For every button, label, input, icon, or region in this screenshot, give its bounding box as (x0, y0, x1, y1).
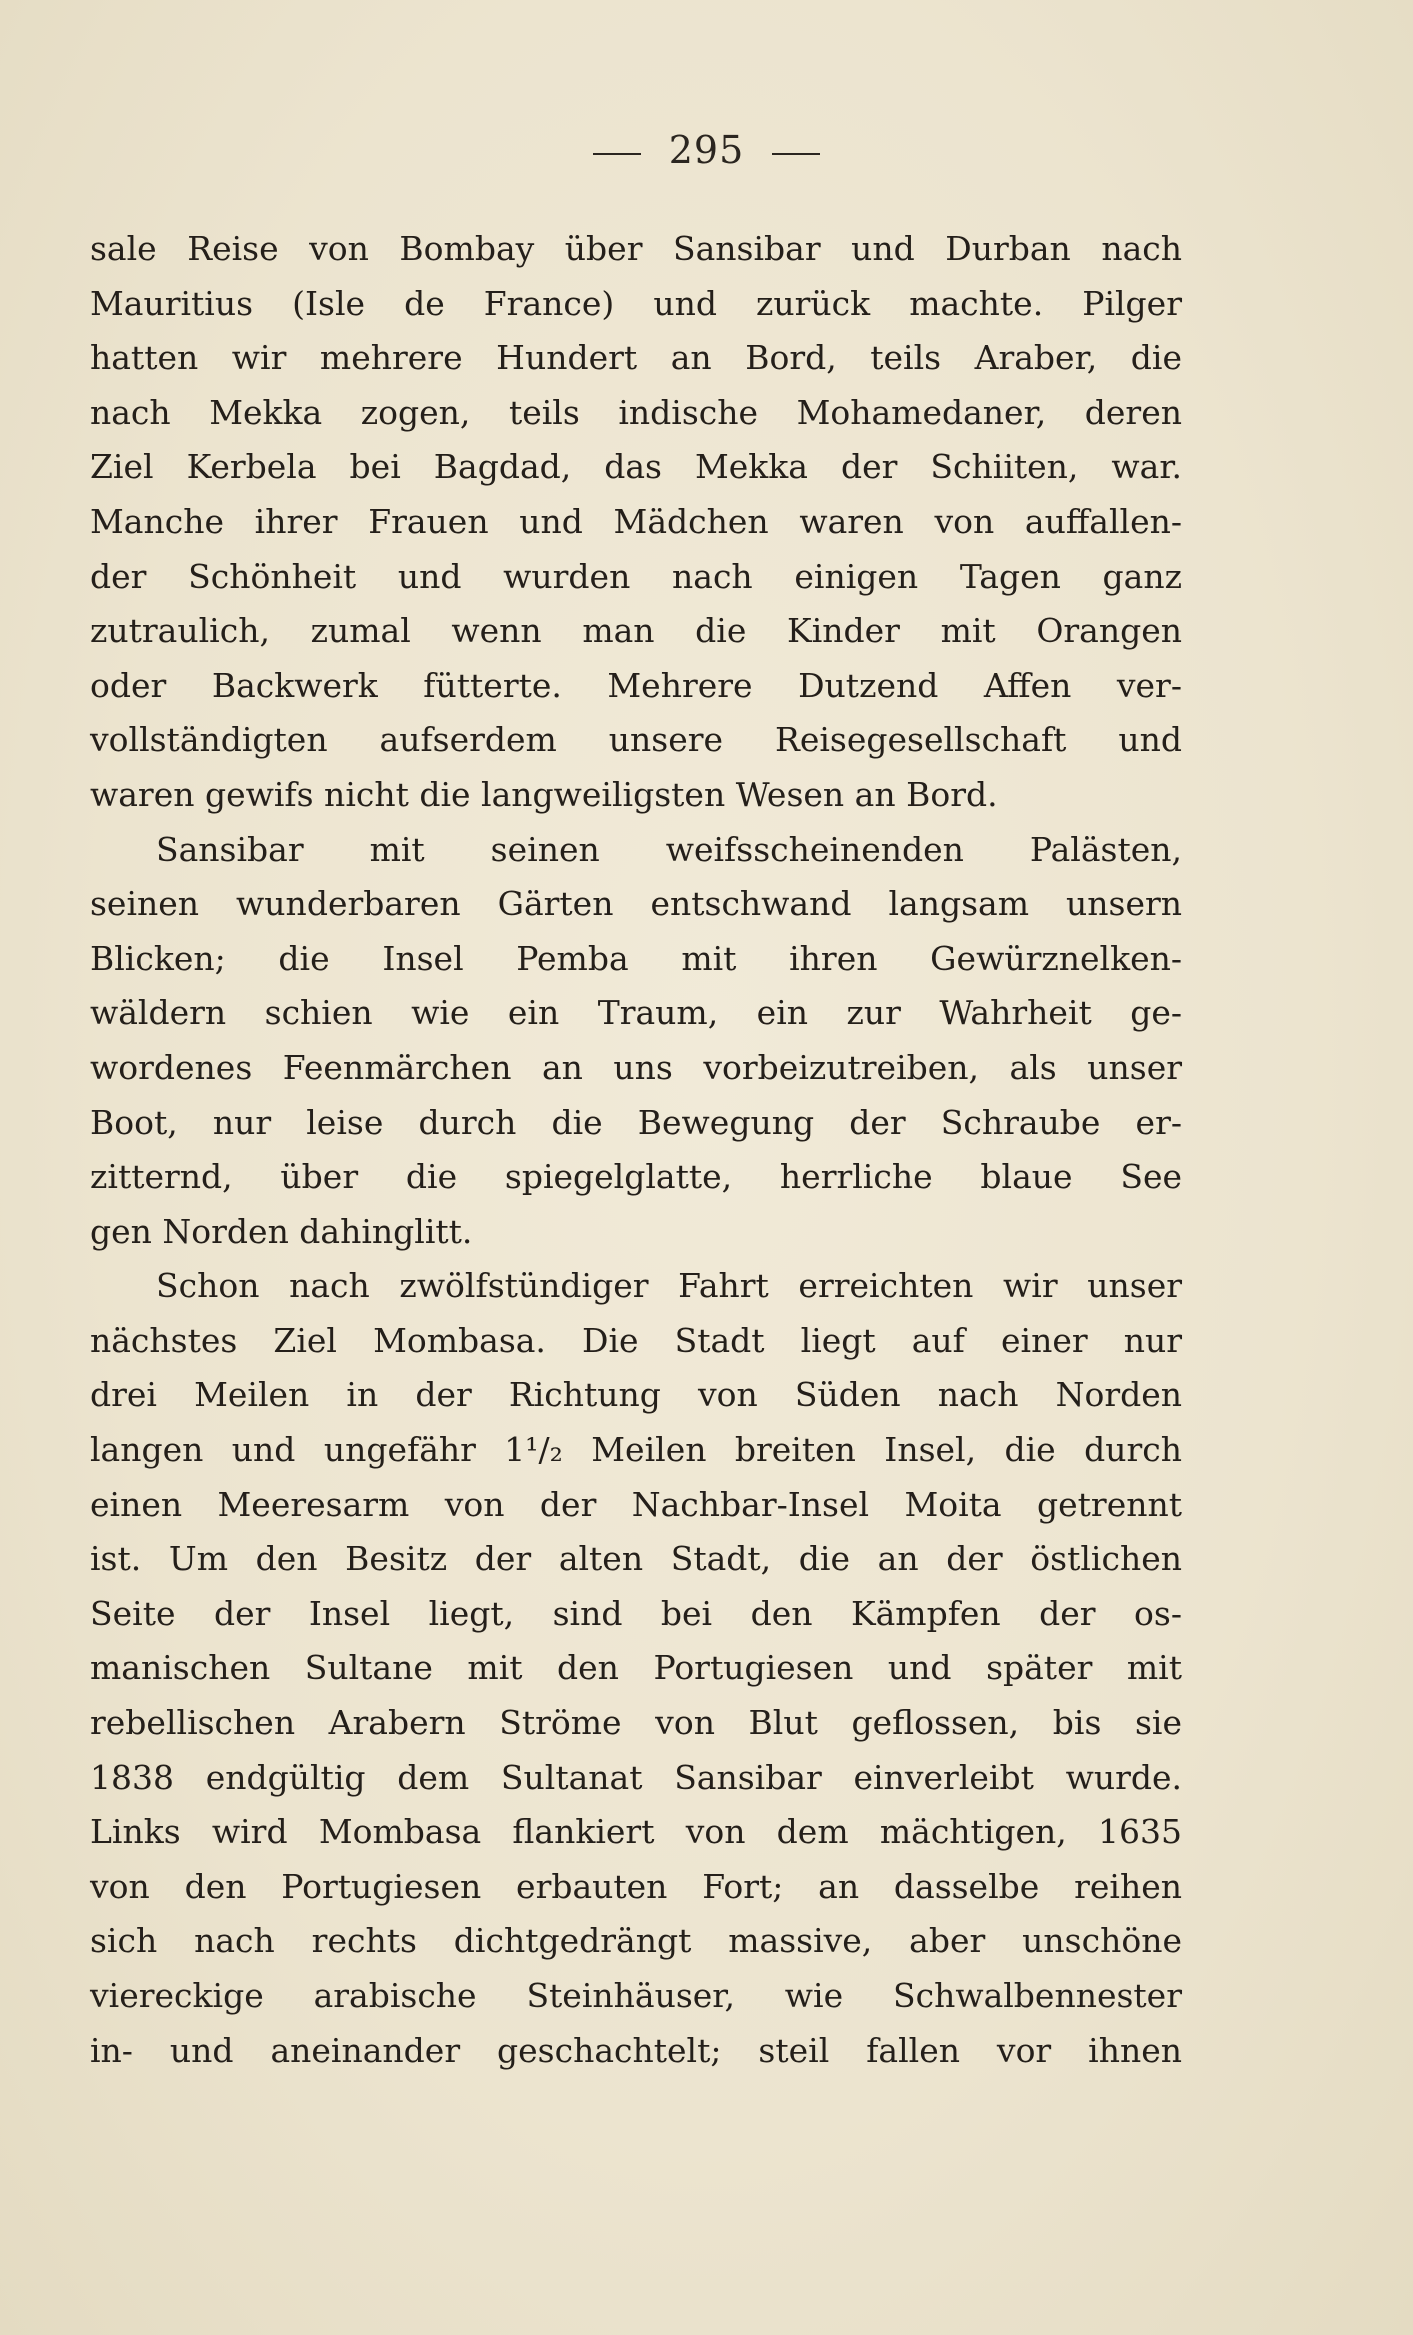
header-dash-right (772, 153, 820, 155)
text-line: in- und aneinander geschachtelt; steil fallen vor ihnen (90, 2030, 1182, 2070)
text-line: manischen Sultane mit den Portugiesen und später mit (90, 1648, 1182, 1688)
text-line: Blicken; die Insel Pemba mit ihren Gewürznelken- (90, 938, 1182, 978)
text-line: von den Portugiesen erbauten Fort; an dasselbe reihen (90, 1866, 1182, 1906)
text-line: waren gewifs nicht die langweiligsten Wesen an Bord. (90, 774, 998, 814)
text-line: Manche ihrer Frauen und Mädchen waren von auffallen- (90, 501, 1182, 541)
text-line: nächstes Ziel Mombasa. Die Stadt liegt auf einer nur (90, 1320, 1182, 1360)
text-line: viereckige arabische Steinhäuser, wie Schwalbennester (90, 1976, 1182, 2015)
text-line: 1838 endgültig dem Sultanat Sansibar einverleibt wurde. (90, 1757, 1182, 1797)
text-line: Seite der Insel liegt, sind bei den Kämpfen der os- (90, 1593, 1182, 1633)
text-line: Boot, nur leise durch die Bewegung der Schraube er- (90, 1102, 1182, 1142)
text-line: der Schönheit und wurden nach einigen Tagen ganz (90, 556, 1182, 596)
text-line: rebellischen Arabern Ströme von Blut geflossen, bis sie (90, 1703, 1182, 1743)
text-line: nach Mekka zogen, teils indische Mohamedaner, deren (90, 392, 1182, 432)
text-line: langen und ungefähr 1¹/₂ Meilen breiten Insel, die durch (90, 1430, 1182, 1470)
text-line: zutraulich, zumal wenn man die Kinder mit Orangen (90, 611, 1182, 651)
page-header (0, 128, 1413, 172)
text-line: Sansibar mit seinen weifsscheinenden Palästen, (156, 829, 1182, 869)
text-line: Ziel Kerbela bei Bagdad, das Mekka der Schiiten, war. (90, 447, 1182, 487)
text-line: gen Norden dahinglitt. (90, 1211, 473, 1251)
text-line: drei Meilen in der Richtung von Süden nach Norden (90, 1375, 1182, 1415)
body-text (90, 222, 1182, 2078)
text-line: wordenes Feenmärchen an uns vorbeizutreiben, als unser (90, 1047, 1182, 1087)
text-line: einen Meeresarm von der Nachbar-Insel Moita getrennt (90, 1484, 1182, 1524)
text-line: hatten wir mehrere Hundert an Bord, teils Araber, die (90, 338, 1182, 378)
text-line: Schon nach zwölfstündiger Fahrt erreichten wir unser (156, 1266, 1182, 1306)
header-dash-left (593, 153, 641, 155)
page-number: 295 (668, 128, 745, 172)
text-line: sale Reise von Bombay über Sansibar und Durban nach (90, 229, 1182, 268)
text-line: Links wird Mombasa flankiert von dem mächtigen, 1635 (90, 1812, 1182, 1852)
text-line: wäldern schien wie ein Traum, ein zur Wahrheit ge- (90, 993, 1182, 1033)
text-line: sich nach rechts dichtgedrängt massive, aber unschöne (90, 1921, 1182, 1961)
text-line: oder Backwerk fütterte. Mehrere Dutzend Affen ver- (90, 665, 1182, 705)
text-line: zitternd, über die spiegelglatte, herrliche blaue See (90, 1157, 1182, 1197)
text-line: Mauritius (Isle de France) und zurück machte. Pilger (90, 283, 1182, 323)
text-line: ist. Um den Besitz der alten Stadt, die an der östlichen (90, 1539, 1182, 1579)
text-line: vollständigten aufserdem unsere Reisegesellschaft und (90, 720, 1182, 760)
text-line: seinen wunderbaren Gärten entschwand langsam unsern (90, 884, 1182, 924)
